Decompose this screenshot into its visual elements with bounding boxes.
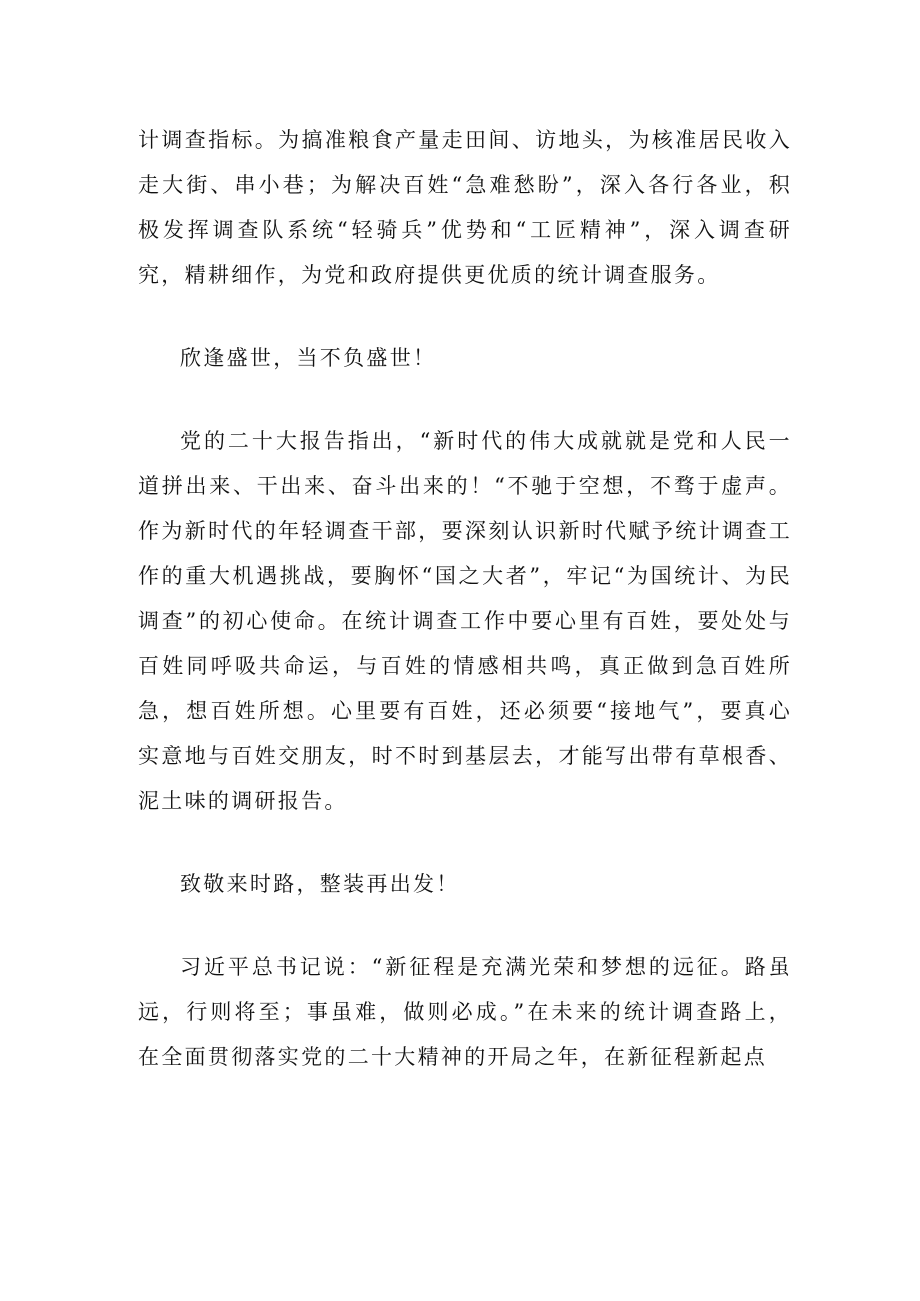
paragraph-heading-prosperous-times: 欣逢盛世，当不负盛世！ <box>180 346 437 370</box>
paragraph-heading-set-off-again: 致敬来时路，整装再出发！ <box>180 872 460 896</box>
paragraph-new-journey: 习近平总书记说：“新征程是充满光荣和梦想的远征。路虽远，行则将至；事虽难，做则必成。”在未来的统计调查路上，在全面贯彻落实党的二十大精神的开局之年，在新征程新起点 <box>138 955 792 1069</box>
paragraph-survey-work: 计调查指标。为搞准粮食产量走田间、访地头，为核准居民收入走大街、串小巷；为解决百姓“急难愁盼”，深入各行各业，积极发挥调查队系统“轻骑兵”优势和“工匠精神”，深入调查研究，精耕细作，为党和政府提供更优质的统计调查服务。 <box>138 128 792 287</box>
paragraph-twentieth-congress-report: 党的二十大报告指出，“新时代的伟大成就就是党和人民一道拼出来、干出来、奋斗出来的！“不驰于空想，不骛于虚声。作为新时代的年轻调查干部，要深刻认识新时代赋予统计调查工作的重大机遇挑战，要胸怀“国之大者”，牢记“为国统计、为民调查”的初心使命。在统计调查工作中要心里有百姓，要处处与百姓同呼吸共命运，与百姓的情感相共鸣，真正做到急百姓所急，想百姓所想。心里要有百姓，还必须要“接地气”，要真心实意地与百姓交朋友，时不时到基层去，才能写出带有草根香、泥土味的调研报告。 <box>138 429 792 813</box>
document-body <box>138 118 792 1080</box>
